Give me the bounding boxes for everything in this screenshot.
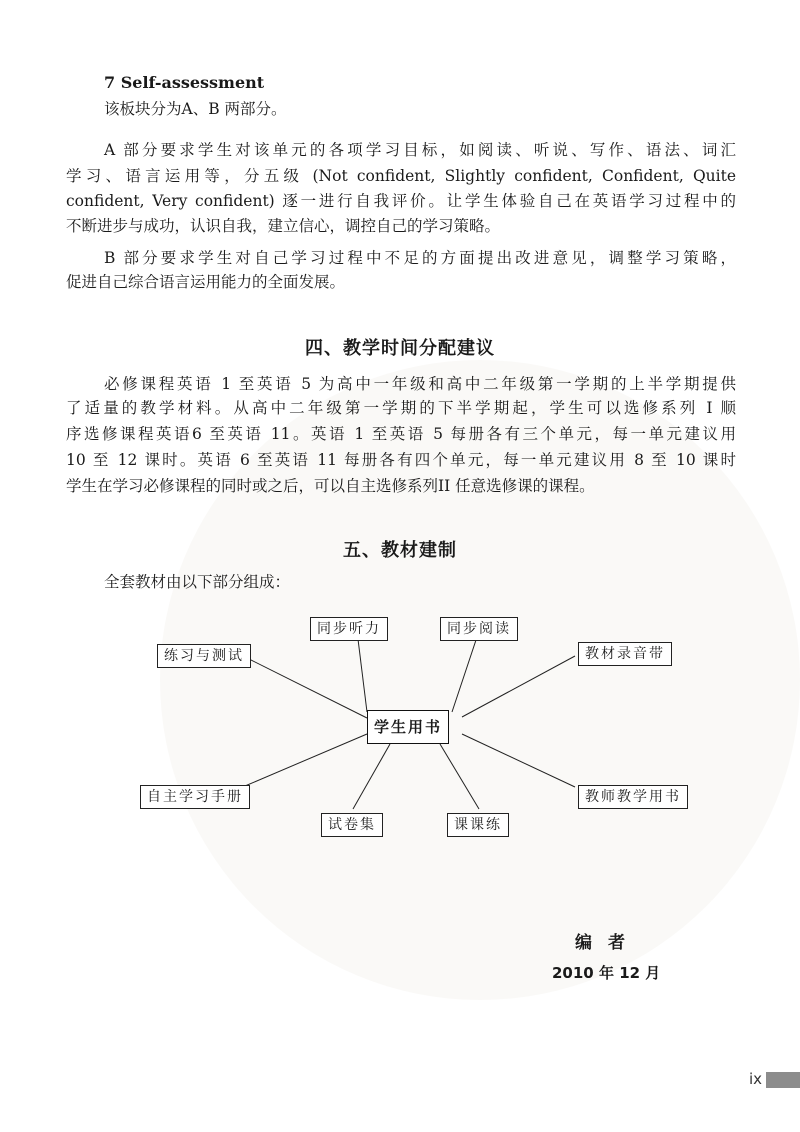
connector-line xyxy=(452,631,479,712)
connector-line xyxy=(462,656,575,717)
connector-line xyxy=(245,734,367,786)
node-student-book: 学生用书 xyxy=(367,710,449,744)
paragraph-line: B 部分要求学生对自己学习过程中不足的方面提出改进意见，调整学习策略， xyxy=(104,249,736,267)
node-lesson-practice: 课课练 xyxy=(447,813,509,837)
paragraph-line: 学生在学习必修课程的同时或之后，可以自主选修系列II 任意选修课的课程。 xyxy=(66,477,595,495)
node-synchronous-reading: 同步阅读 xyxy=(440,617,518,641)
node-teacher-book: 教师教学用书 xyxy=(578,785,688,809)
node-audio-tapes: 教材录音带 xyxy=(578,642,672,666)
node-exercises-and-tests: 练习与测试 xyxy=(157,644,251,668)
section-7-heading: 7 Self-assessment xyxy=(104,73,265,92)
paragraph-line: 10 至 12 课时。英语 6 至英语 11 每册各有四个单元，每一单元建议用 8 至 10 课时 xyxy=(66,451,736,469)
paragraph-line: 不断进步与成功，认识自我，建立信心，调控自己的学习策略。 xyxy=(66,217,501,235)
paragraph-line: confident, Very confident) 逐一进行自我评价。让学生体验自己在英语学习过程中的 xyxy=(66,192,736,210)
page-number: ix xyxy=(748,1070,762,1088)
connector-line xyxy=(440,744,479,809)
page-edge-tab xyxy=(766,1072,800,1088)
paragraph-line: 促进自己综合语言运用能力的全面发展。 xyxy=(66,273,346,291)
section-4-title: 四、教学时间分配建议 xyxy=(305,338,495,359)
node-self-study-handbook: 自主学习手册 xyxy=(140,785,250,809)
paragraph-line: 序选修课程英语6 至英语 11。英语 1 至英语 5 每册各有三个单元，每一单元建议用 xyxy=(66,425,736,443)
textbook-structure-diagram xyxy=(0,600,800,860)
section-5-title: 五、教材建制 xyxy=(343,540,457,561)
paragraph-line: A 部分要求学生对该单元的各项学习目标，如阅读、听说、写作、语法、词汇 xyxy=(104,141,736,159)
editor-signature: 编者 xyxy=(575,933,641,953)
paragraph-line: 该板块分为A、B 两部分。 xyxy=(104,100,287,118)
paragraph-line: 学习、语言运用等，分五级 (Not confident, Slightly confident, Confident, Quite xyxy=(66,167,736,185)
paragraph-line: 必修课程英语 1 至英语 5 为高中一年级和高中二年级第一学期的上半学期提供 xyxy=(104,375,736,393)
section-5-intro: 全套教材由以下部分组成： xyxy=(104,573,291,591)
paragraph-line: 了适量的教学材料。从高中二年级第一学期的下半学期起，学生可以选修系列 I 顺 xyxy=(66,399,736,417)
node-synchronous-listening: 同步听力 xyxy=(310,617,388,641)
publication-date: 2010 年 12 月 xyxy=(552,964,661,982)
node-test-papers: 试卷集 xyxy=(321,813,383,837)
connector-line xyxy=(353,744,390,809)
connector-line xyxy=(462,734,575,787)
connector-line xyxy=(357,631,367,712)
connector-line xyxy=(245,657,367,718)
